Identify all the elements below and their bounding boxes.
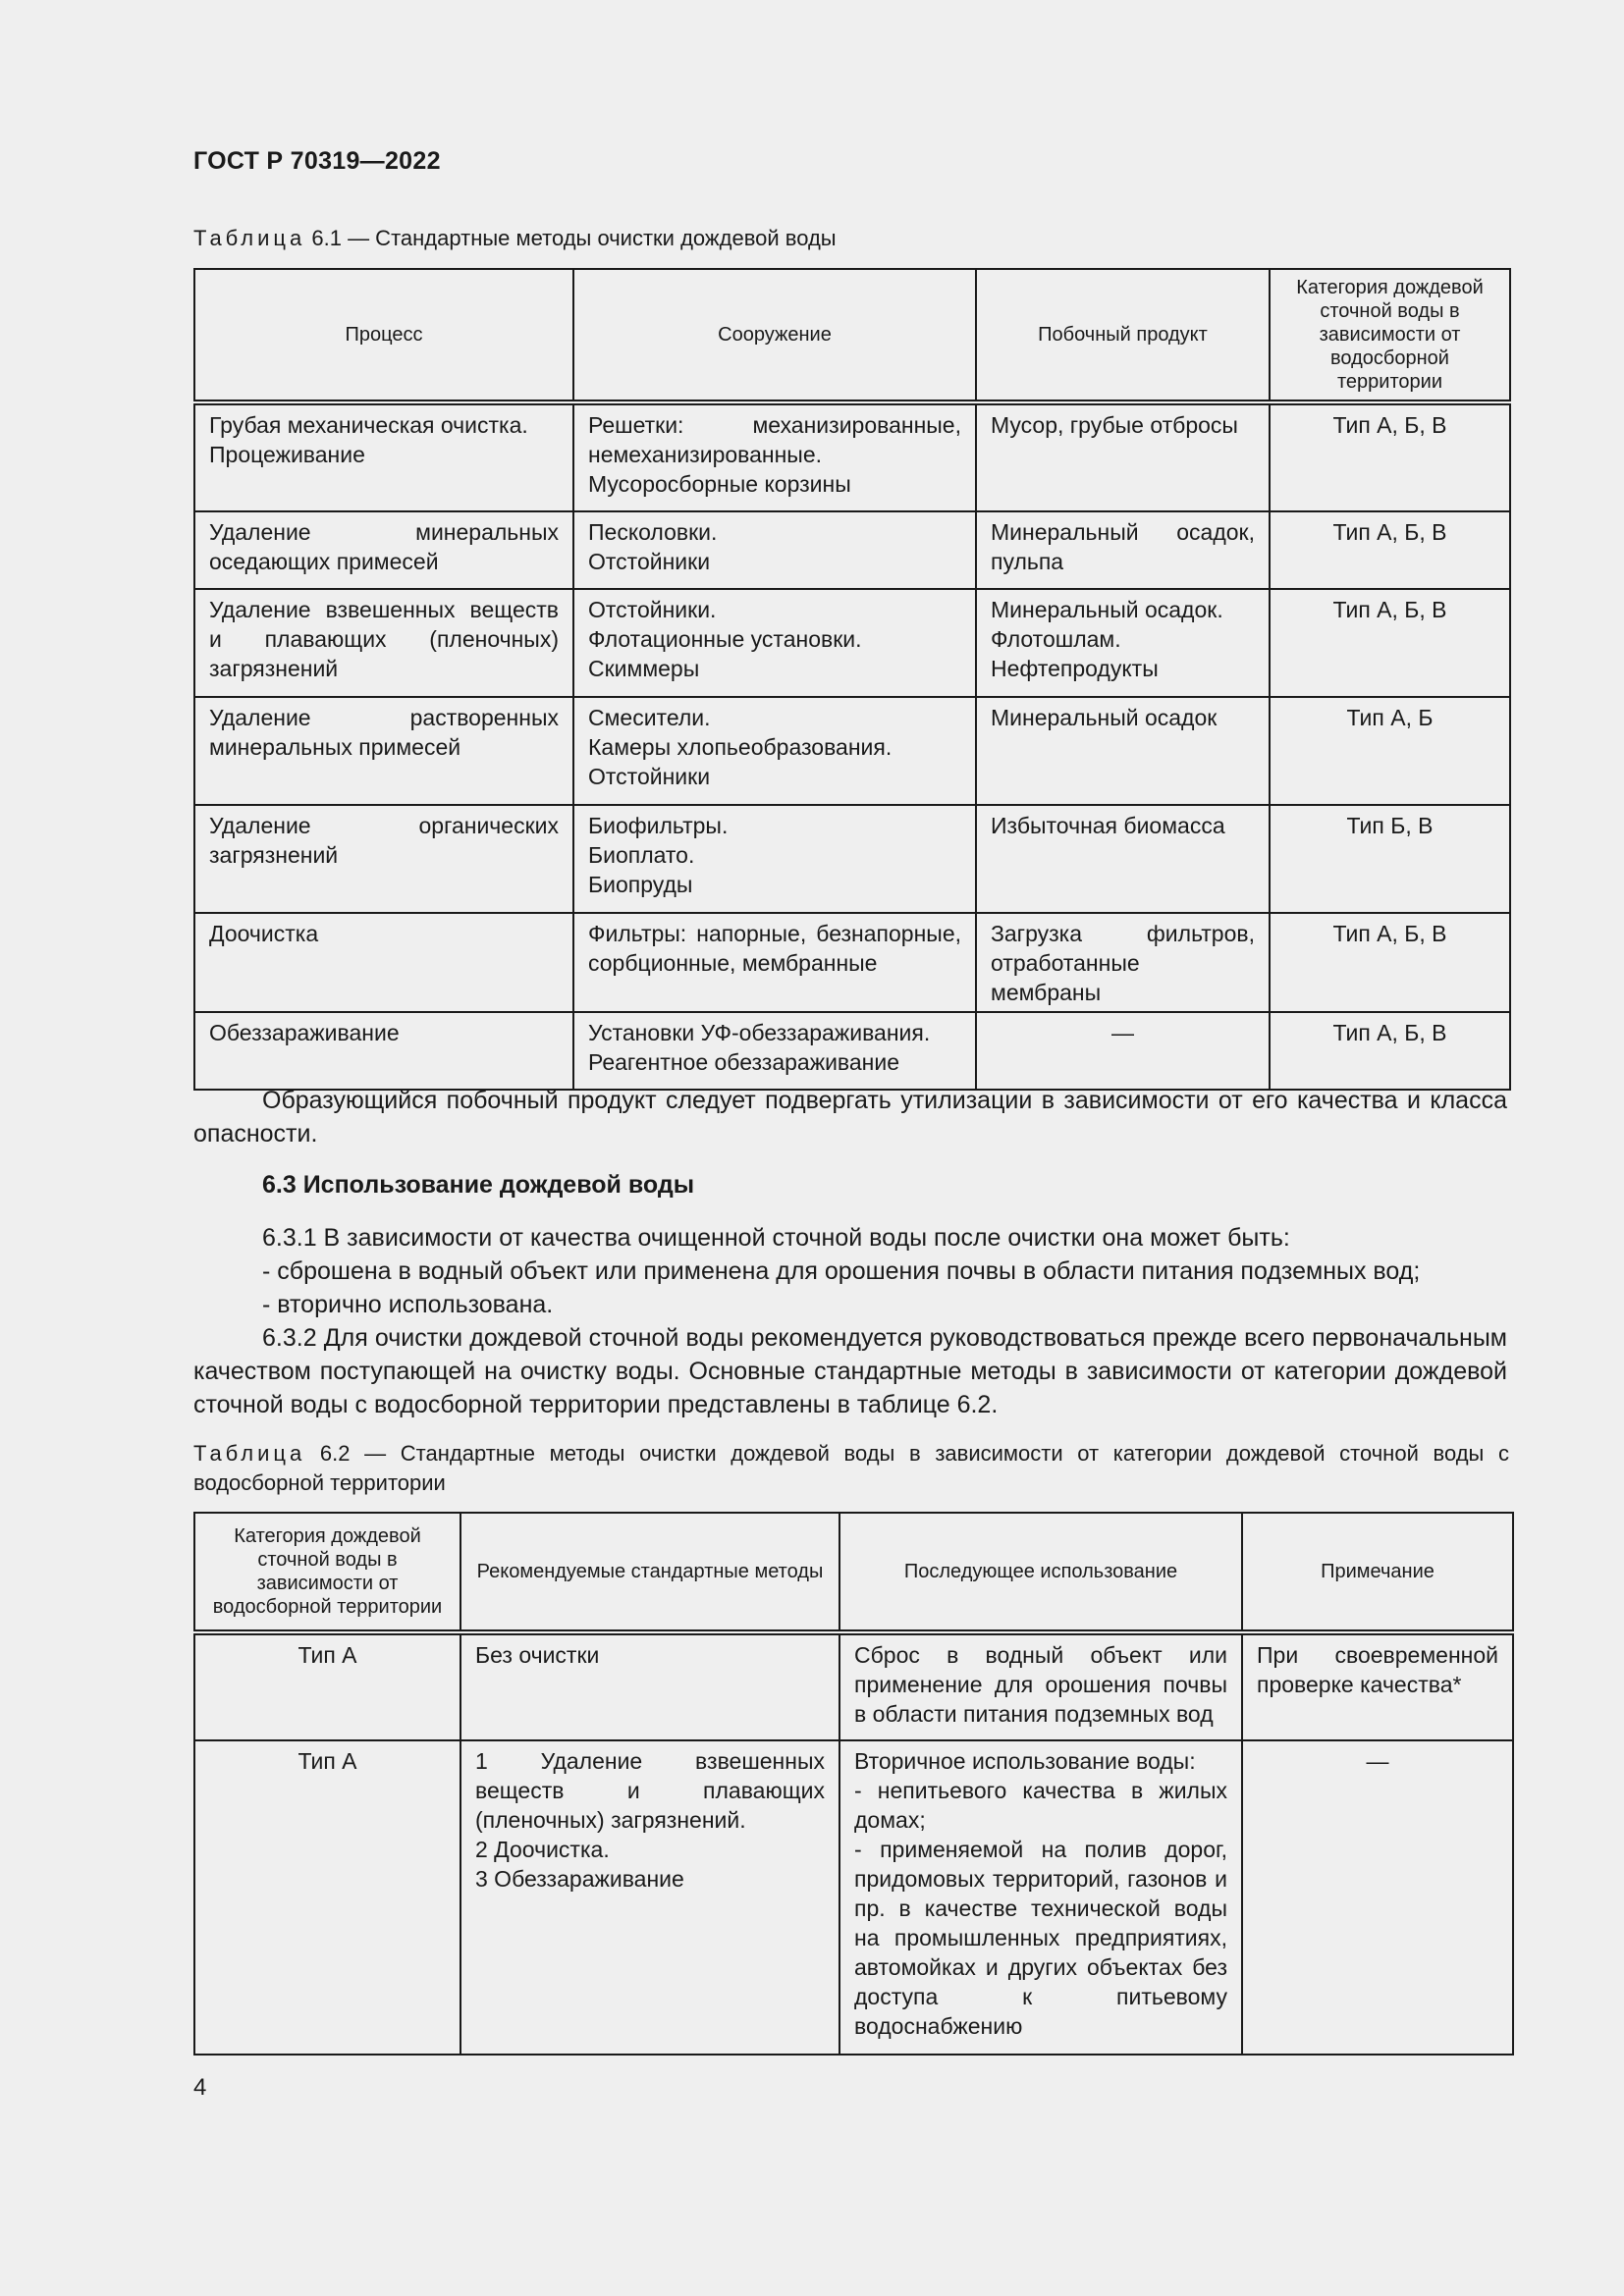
cell-line: — [1111,1020,1134,1045]
table-row [194,805,1510,913]
cell-category: Тип А, Б, В [1270,402,1510,511]
cell-line: Сброс в водный объект или применение для орошения почвы в области питания подземных вод [854,1642,1227,1727]
cell-line: Грубая механическая очистка. [209,412,528,438]
cell-line: Обеззараживание [209,1020,400,1045]
cell-category: Тип А, Б, В [1270,913,1510,1012]
cell-process [194,1012,573,1090]
cell-line: Биопруды [588,872,693,897]
header-note: Примечание [1242,1513,1513,1632]
paragraph-6-3-1: 6.3.1 В зависимости от качества очищенной сточной воды после очистки она может быть: [262,1224,1290,1252]
cell-byproduct [976,511,1270,589]
cell-line: Удаление растворенных минеральных примесей [209,705,559,760]
cell-category: Тип А, Б, В [1270,589,1510,697]
cell-line: Удаление органических загрязнений [209,813,559,868]
cell-structure [573,805,976,913]
table-row [194,402,1510,511]
cell-line: Установки УФ-обеззараживания. [588,1020,931,1045]
cell-byproduct [976,402,1270,511]
cell-line: - применяемой на полив дорог, придомовых территорий, газонов и пр. в качестве технической воды на промышленных предприятиях, автомойках и других объектах без доступа к питьевому водоснабжению [854,1837,1227,2039]
cell-line: Реагентное обеззараживание [588,1049,900,1075]
cell-usage [839,1740,1242,2055]
cell-category: Тип Б, В [1270,805,1510,913]
cell-line: 3 Обеззараживание [475,1866,684,1892]
header-category: Категория дождевой сточной воды в зависимости от водосборной территории [194,1513,460,1632]
cell-category: Тип А, Б, В [1270,1012,1510,1090]
cell-process [194,589,573,697]
cell-line: 1 Удаление взвешенных веществ и плавающих (пленочных) загрязнений. [475,1748,825,1833]
cell-process [194,697,573,805]
header-category: Категория дождевой сточной воды в зависимости от водосборной территории [1270,269,1510,402]
caption-text: 6.1 — Стандартные методы очистки дождевой воды [305,226,837,250]
header-methods: Рекомендуемые стандартные методы [460,1513,839,1632]
cell-line: Загрузка фильтров, отработанные мембраны [991,921,1255,1005]
cell-line: Доочистка [209,921,319,946]
table-row [194,913,1510,1012]
cell-structure [573,697,976,805]
cell-line: Биоплато. [588,842,695,868]
cell-byproduct [976,1012,1270,1090]
cell-line: Отстойники [588,549,711,574]
table-row [194,1012,1510,1090]
cell-line: Удаление минеральных оседающих примесей [209,519,559,574]
cell-process [194,805,573,913]
cell-category: Тип А [194,1632,460,1740]
cell-line: - непитьевого качества в жилых домах; [854,1778,1227,1833]
caption-text: 6.2 — Стандартные методы очистки дождевой воды в зависимости от категории дождевой сточной воды с водосборной территории [193,1441,1509,1495]
cell-structure [573,913,976,1012]
table-header-row [194,1513,1513,1632]
page-number: 4 [193,2074,207,2101]
cell-line: Процеживание [209,442,365,467]
list-item: - вторично использована. [262,1291,554,1318]
cell-line: Камеры хлопьеобразования. [588,734,893,760]
cell-note: При своевременной проверке качества* [1242,1632,1513,1740]
cell-line: Биофильтры. [588,813,729,838]
cell-structure [573,1012,976,1090]
caption-word: Таблица [193,1441,306,1466]
cell-line: Отстойники. [588,597,717,622]
cell-line: Мусор, грубые отбросы [991,412,1238,438]
table-row [194,1740,1513,2055]
byproduct-paragraph: Образующийся побочный продукт следует подвергать утилизации в зависимости от его качества и класса опасности. [193,1087,1507,1148]
paragraph-6-3-2: 6.3.2 Для очистки дождевой сточной воды рекомендуется руководствоваться прежде всего первоначальным качеством поступающей на очистку воды. Основные стандартные методы в зависимости от категории дождевой сточной воды с водосборной территории представлены в таблице 6.2. [193,1324,1507,1418]
cell-line: Смесители. [588,705,711,730]
cell-process [194,913,573,1012]
cell-process [194,511,573,589]
table-row [194,1632,1513,1740]
table-row [194,511,1510,589]
table-6-1-caption [193,224,1509,253]
cell-line: Скиммеры [588,656,700,681]
list-item: - сброшена в водный объект или применена для орошения почвы в области питания подземных вод; [262,1257,1421,1285]
header-structure: Сооружение [573,269,976,402]
cell-usage [839,1632,1242,1740]
table-6-2 [193,1512,1514,2056]
document-code: ГОСТ Р 70319—2022 [193,147,441,175]
cell-line: Без очистки [475,1642,600,1668]
table-header-row [194,269,1510,402]
cell-byproduct [976,805,1270,913]
cell-byproduct [976,697,1270,805]
cell-structure [573,511,976,589]
cell-line: Нефтепродукты [991,656,1159,681]
cell-byproduct [976,913,1270,1012]
cell-structure [573,589,976,697]
table-row [194,697,1510,805]
cell-line: 2 Доочистка. [475,1837,610,1862]
cell-category: Тип А, Б, В [1270,511,1510,589]
header-process: Процесс [194,269,573,402]
header-byproduct: Побочный продукт [976,269,1270,402]
cell-note: — [1242,1740,1513,2055]
cell-line: Решетки: механизированные, немеханизированные. [588,412,961,467]
table-row [194,589,1510,697]
cell-line: Избыточная биомасса [991,813,1225,838]
cell-category: Тип А [194,1740,460,2055]
header-usage: Последующее использование [839,1513,1242,1632]
cell-methods [460,1632,839,1740]
cell-line: Песколовки. [588,519,718,545]
cell-line: Отстойники [588,764,711,789]
cell-line: Вторичное использование воды: [854,1748,1196,1774]
cell-structure [573,402,976,511]
cell-line: Мусоросборные корзины [588,471,851,497]
cell-line: Минеральный осадок [991,705,1218,730]
cell-line: Флотационные установки. [588,626,862,652]
caption-word: Таблица [193,226,306,250]
cell-process [194,402,573,511]
table-6-1 [193,268,1511,1091]
cell-line: Минеральный осадок, пульпа [991,519,1255,574]
cell-methods [460,1740,839,2055]
table-6-2-caption [193,1439,1509,1498]
section-title: 6.3 Использование дождевой воды [262,1171,695,1199]
cell-line: Флотошлам. [991,626,1121,652]
cell-line: Минеральный осадок. [991,597,1223,622]
cell-line: Удаление взвешенных веществ и плавающих (пленочных) загрязнений [209,597,559,681]
cell-line: Фильтры: напорные, безнапорные, сорбционные, мембранные [588,921,961,976]
cell-category: Тип А, Б [1270,697,1510,805]
cell-byproduct [976,589,1270,697]
